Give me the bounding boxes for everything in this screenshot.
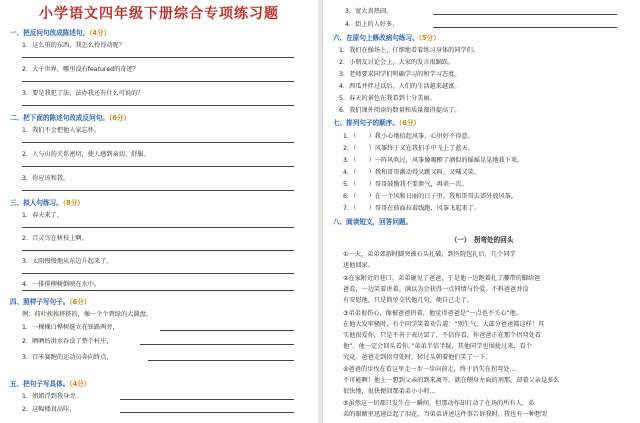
passage-title: （一） 拐弯处的回头 xyxy=(450,236,514,244)
worksheet-title: 小学语文四年级下册综合专项练习题 xyxy=(39,6,279,22)
left-page xyxy=(0,0,319,423)
answer-line[interactable] xyxy=(120,412,294,413)
right-page xyxy=(322,0,640,423)
question-4-1: 1．一棵棵白桦树挺立在铁路两旁， xyxy=(22,324,119,331)
passage-line: ③弟弟很伤心，像被爸爸扔着，他觉得爸爸是“一点也不关心”他。 xyxy=(343,310,523,317)
question-3-1: 1．春天来了， xyxy=(22,212,64,219)
answer-line[interactable] xyxy=(433,27,617,28)
order-item-6[interactable]: 6．（ ）在一个风和日丽的日子里，我和哥哥去郊外放风筝。 xyxy=(343,193,518,200)
answer-line[interactable] xyxy=(22,250,294,251)
question-5-4: 4．街上的人好多， xyxy=(345,21,399,28)
question-3-2: 2．百灵鸟在树枝上啊。 xyxy=(22,235,88,242)
section-6-heading: 六、在原句上修改病句练习。（5分） xyxy=(333,34,440,42)
question-4-2: 2．晒晒的洪水吞没了整个村庄， xyxy=(22,338,113,345)
question-2-3: 3．你应该和我。 xyxy=(22,175,70,182)
order-item-4[interactable]: 4．（ ）我和哥哥激动得又跳又叫，又喊又笑。 xyxy=(343,169,480,176)
example-sentence: 例：荷叶挨挨挤挤的，像一个个碧绿的大圆盘。 xyxy=(22,311,152,318)
question-2-2: 2．人与山的关系密切，使人感到亲切、舒服。 xyxy=(22,151,150,158)
question-1-3: 3．要是我犯了法，法办我还有什么可说的？ xyxy=(22,90,144,97)
order-item-7[interactable]: 7．（ ）哥哥在前面拉着线跑，风筝飞起来了。 xyxy=(343,205,480,212)
passage-line: 实他很爱你，只是不善于表达罢了，不信你看，你爸爸正在那个拐弯处看 xyxy=(343,332,541,339)
answer-line[interactable] xyxy=(22,227,294,228)
question-6-6: 6．我们课外阅读的数量和质量都得提高了。 xyxy=(339,107,461,114)
passage-line: 有安慰他，只是简单交代他几句，便自己走了。 xyxy=(343,297,473,304)
question-4-3: 3．百米赛跑的运动员奔向终点， xyxy=(22,354,113,361)
passage-line: 在他大发牢骚时，有个同学笑着劝告道：“别生气，大部分爸爸都这样！其 xyxy=(343,321,545,328)
question-1-2: 2．大千世界，哪里没有featured的奇迹？ xyxy=(22,66,139,73)
passage-line: ②在家附近的巷口，弟弟碰见了爸爸，于是他一边跑着扎了腰带的脚给爸 xyxy=(343,275,541,282)
question-3-4: 4．一排排柳树倒映在水中。 xyxy=(22,281,101,288)
answer-line[interactable] xyxy=(160,330,294,331)
passage-line: 送他回家。 xyxy=(343,262,374,269)
section-2-heading: 二、把下面的陈述句改成反问句。（6分） xyxy=(10,114,130,122)
question-5-3: 3．宽大真热闹， xyxy=(345,8,393,15)
passage-line: 爸看，一边笑着讲着。满以为会获得一点同情与怜爱。不料爸爸并没 xyxy=(343,286,529,293)
answer-line[interactable] xyxy=(148,360,294,361)
passage-line: 弟的眼睛里迅速泛起了泪花，当弟弟讲述这件事告诉我时，我也有一种想哭 xyxy=(343,411,548,418)
answer-line[interactable] xyxy=(22,273,294,274)
question-1-1: 1．这么重的东西，我怎么拎得动呢？ xyxy=(22,42,125,49)
answer-line[interactable] xyxy=(120,399,294,400)
answer-line[interactable] xyxy=(22,290,294,291)
question-6-4: 4．西瓜并拌过以后，人们的生活越来越富。 xyxy=(339,83,461,90)
passage-line: 究竟。爸爸走到拐弯处时，转过头朝着他们笑了一下。 xyxy=(343,354,492,361)
section-8-heading: 八、阅读短文，回答问题。 xyxy=(333,218,413,226)
question-5-1: 1．姐姐浮到我身旁。 xyxy=(22,393,82,400)
answer-line[interactable] xyxy=(22,105,294,106)
question-6-1: 1．我们在操场上，仔细地看着练习身体的同学们。 xyxy=(339,47,480,54)
order-item-5[interactable]: 5．（ ）哥哥鼓励我不要泄气，再来一次。 xyxy=(343,181,468,188)
answer-line[interactable] xyxy=(22,57,294,58)
order-item-1[interactable]: 1．（ ）我小心地拾起风筝，心里好不得意。 xyxy=(343,133,474,140)
order-item-2[interactable]: 2．（ ）风筝终于又在我们手中飞上了蓝天。 xyxy=(343,145,474,152)
question-6-3: 3．老师要求同学们明确学习的和学习态度。 xyxy=(339,71,461,78)
passage-line: 不可能啊！他上一想到父亲的到来离开，就在侧身左面的剂那，却着父亲是多么 xyxy=(343,377,560,384)
question-3-3: 3．太阳慢慢地从东边升起来了。 xyxy=(22,258,113,265)
section-1-heading: 一、把反问句改成陈述句。（4分） xyxy=(10,29,111,37)
order-item-3[interactable]: 3．（ ）一阵风吹过，风筝像喝醉了酒似的摇摇晃晃地栽下来。 xyxy=(343,157,524,164)
section-3-heading: 三、拟人句练习。（8分） xyxy=(10,199,84,207)
passage-line: 他”。他一定会回头看你。”弟弟半信半疑，其他同学也围拢过来，看个 xyxy=(343,343,532,350)
section-7-heading: 七、排列句子的顺序。（6分） xyxy=(333,119,421,127)
answer-line[interactable] xyxy=(140,344,294,345)
question-6-2: 2．小朋友讨论会上，大家的发言很踊跃。 xyxy=(339,59,455,66)
passage-line: ①一天，弟弟郊游时脚突被石头扎破，到医院包扎后，几个同学 xyxy=(343,251,516,258)
question-6-5: 5．春天的景色在我看到十分美丽。 xyxy=(339,95,436,102)
answer-line[interactable] xyxy=(433,14,617,15)
section-4-heading: 四、照样子写句子。（6分） xyxy=(10,298,91,306)
section-5-heading: 五、把句子写具体。（4分） xyxy=(10,380,91,388)
question-2-1: 1．我们不会把他人家忘怀。 xyxy=(22,127,101,134)
answer-line[interactable] xyxy=(22,81,294,82)
passage-line: ④爸爸的步伐在看这里走一步一步向前走，终于消失在拐弯处… xyxy=(343,366,516,373)
answer-line[interactable] xyxy=(22,166,294,167)
passage-line: 很快地，很快便回那弟弟小小时… xyxy=(343,388,436,395)
passage-line: ⑤虽然这一切都只发生在一瞬间，但那动作却打动了在场的所有人，弟 xyxy=(343,400,535,407)
answer-line[interactable] xyxy=(22,142,294,143)
question-5-2: 2．这幅楼真高哇， xyxy=(22,406,76,413)
answer-line[interactable] xyxy=(22,190,294,191)
